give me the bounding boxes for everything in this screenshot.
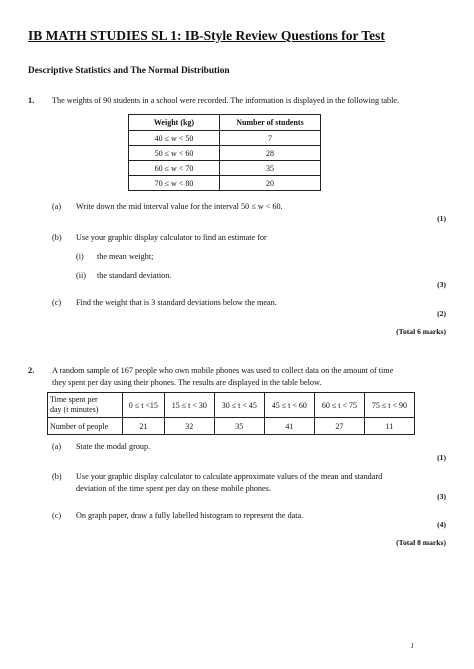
- table-cell: 27: [314, 418, 364, 435]
- table-cell: 32: [164, 418, 214, 435]
- table-cell: 7: [220, 131, 321, 146]
- part-label: (a): [52, 202, 62, 211]
- question-2-number: 2.: [28, 366, 35, 375]
- table-cell: 21: [123, 418, 165, 435]
- table-cell: 70 ≤ w < 80: [129, 176, 220, 191]
- table-cell: 45 ≤ t < 60: [264, 393, 314, 418]
- part-label: (a): [52, 442, 62, 451]
- table-header: Number of students: [220, 115, 321, 131]
- row-label: Number of people: [48, 418, 123, 435]
- part-label: (c): [52, 511, 62, 520]
- part-text-line1: Use your graphic display calculator to calculate approximate values of the mean and standard: [76, 472, 383, 481]
- part-label: (c): [52, 298, 62, 307]
- phone-time-table: [47, 392, 415, 435]
- table-cell: 60 ≤ w < 70: [129, 161, 220, 176]
- question-1-number: 1.: [28, 96, 35, 105]
- table-cell: 15 ≤ t < 30: [164, 393, 214, 418]
- page-title: IB MATH STUDIES SL 1: IB-Style Review Questions for Test: [28, 28, 385, 43]
- page-number: 1: [410, 642, 414, 650]
- part-text: Use your graphic display calculator to find an estimate for: [76, 233, 267, 242]
- table-cell: 75 ≤ t < 90: [364, 393, 414, 418]
- subpart-text: the standard deviation.: [97, 271, 172, 280]
- table-cell: 35: [220, 161, 321, 176]
- table-row: [129, 146, 321, 161]
- marks: (2): [437, 309, 446, 318]
- table-cell: 50 ≤ w < 60: [129, 146, 220, 161]
- part-label: (b): [52, 233, 62, 242]
- question-2-text-line1: A random sample of 167 people who own mobile phones was used to collect data on the amount of time: [52, 366, 394, 375]
- marks: (3): [437, 492, 446, 501]
- part-text: On graph paper, draw a fully labelled histogram to represent the data.: [76, 511, 304, 520]
- table-cell: 41: [264, 418, 314, 435]
- row-label-line: Time spent per: [50, 395, 98, 404]
- part-text: Write down the mid interval value for the interval 50 ≤ w < 60.: [76, 202, 283, 211]
- part-text: Find the weight that is 3 standard deviations below the mean.: [76, 298, 277, 307]
- marks: (4): [437, 520, 446, 529]
- subpart-label: (i): [76, 252, 84, 261]
- table-row: [129, 176, 321, 191]
- table-row: [48, 418, 415, 435]
- weights-table: [128, 114, 321, 191]
- part-text-line2: deviation of the time spent per day on these mobile phones.: [76, 484, 271, 493]
- table-cell: 30 ≤ t < 45: [214, 393, 264, 418]
- total-marks: (Total 6 marks): [396, 327, 446, 336]
- marks: (1): [437, 453, 446, 462]
- row-label: [48, 393, 123, 418]
- section-heading: Descriptive Statistics and The Normal Distribution: [28, 66, 230, 76]
- row-label-line: day (t minutes): [50, 405, 99, 414]
- table-cell: 0 ≤ t <15: [123, 393, 165, 418]
- subpart-text: the mean weight;: [97, 252, 154, 261]
- question-2-text-line2: they spent per day using their phones. The results are displayed in the table below.: [52, 378, 322, 387]
- part-label: (b): [52, 472, 62, 481]
- table-row: [48, 393, 415, 418]
- table-cell: 20: [220, 176, 321, 191]
- table-cell: 60 ≤ t < 75: [314, 393, 364, 418]
- table-row: [129, 161, 321, 176]
- table-cell: 28: [220, 146, 321, 161]
- total-marks: (Total 8 marks): [396, 538, 446, 547]
- marks: (1): [437, 214, 446, 223]
- table-cell: 40 ≤ w < 50: [129, 131, 220, 146]
- table-cell: 35: [214, 418, 264, 435]
- question-1-text: The weights of 90 students in a school were recorded. The information is displayed in the following table.: [52, 96, 400, 105]
- marks: (3): [437, 280, 446, 289]
- subpart-label: (ii): [76, 271, 87, 280]
- part-text: State the modal group.: [76, 442, 151, 451]
- table-row: [129, 131, 321, 146]
- table-cell: 11: [364, 418, 414, 435]
- table-header: Weight (kg): [129, 115, 220, 131]
